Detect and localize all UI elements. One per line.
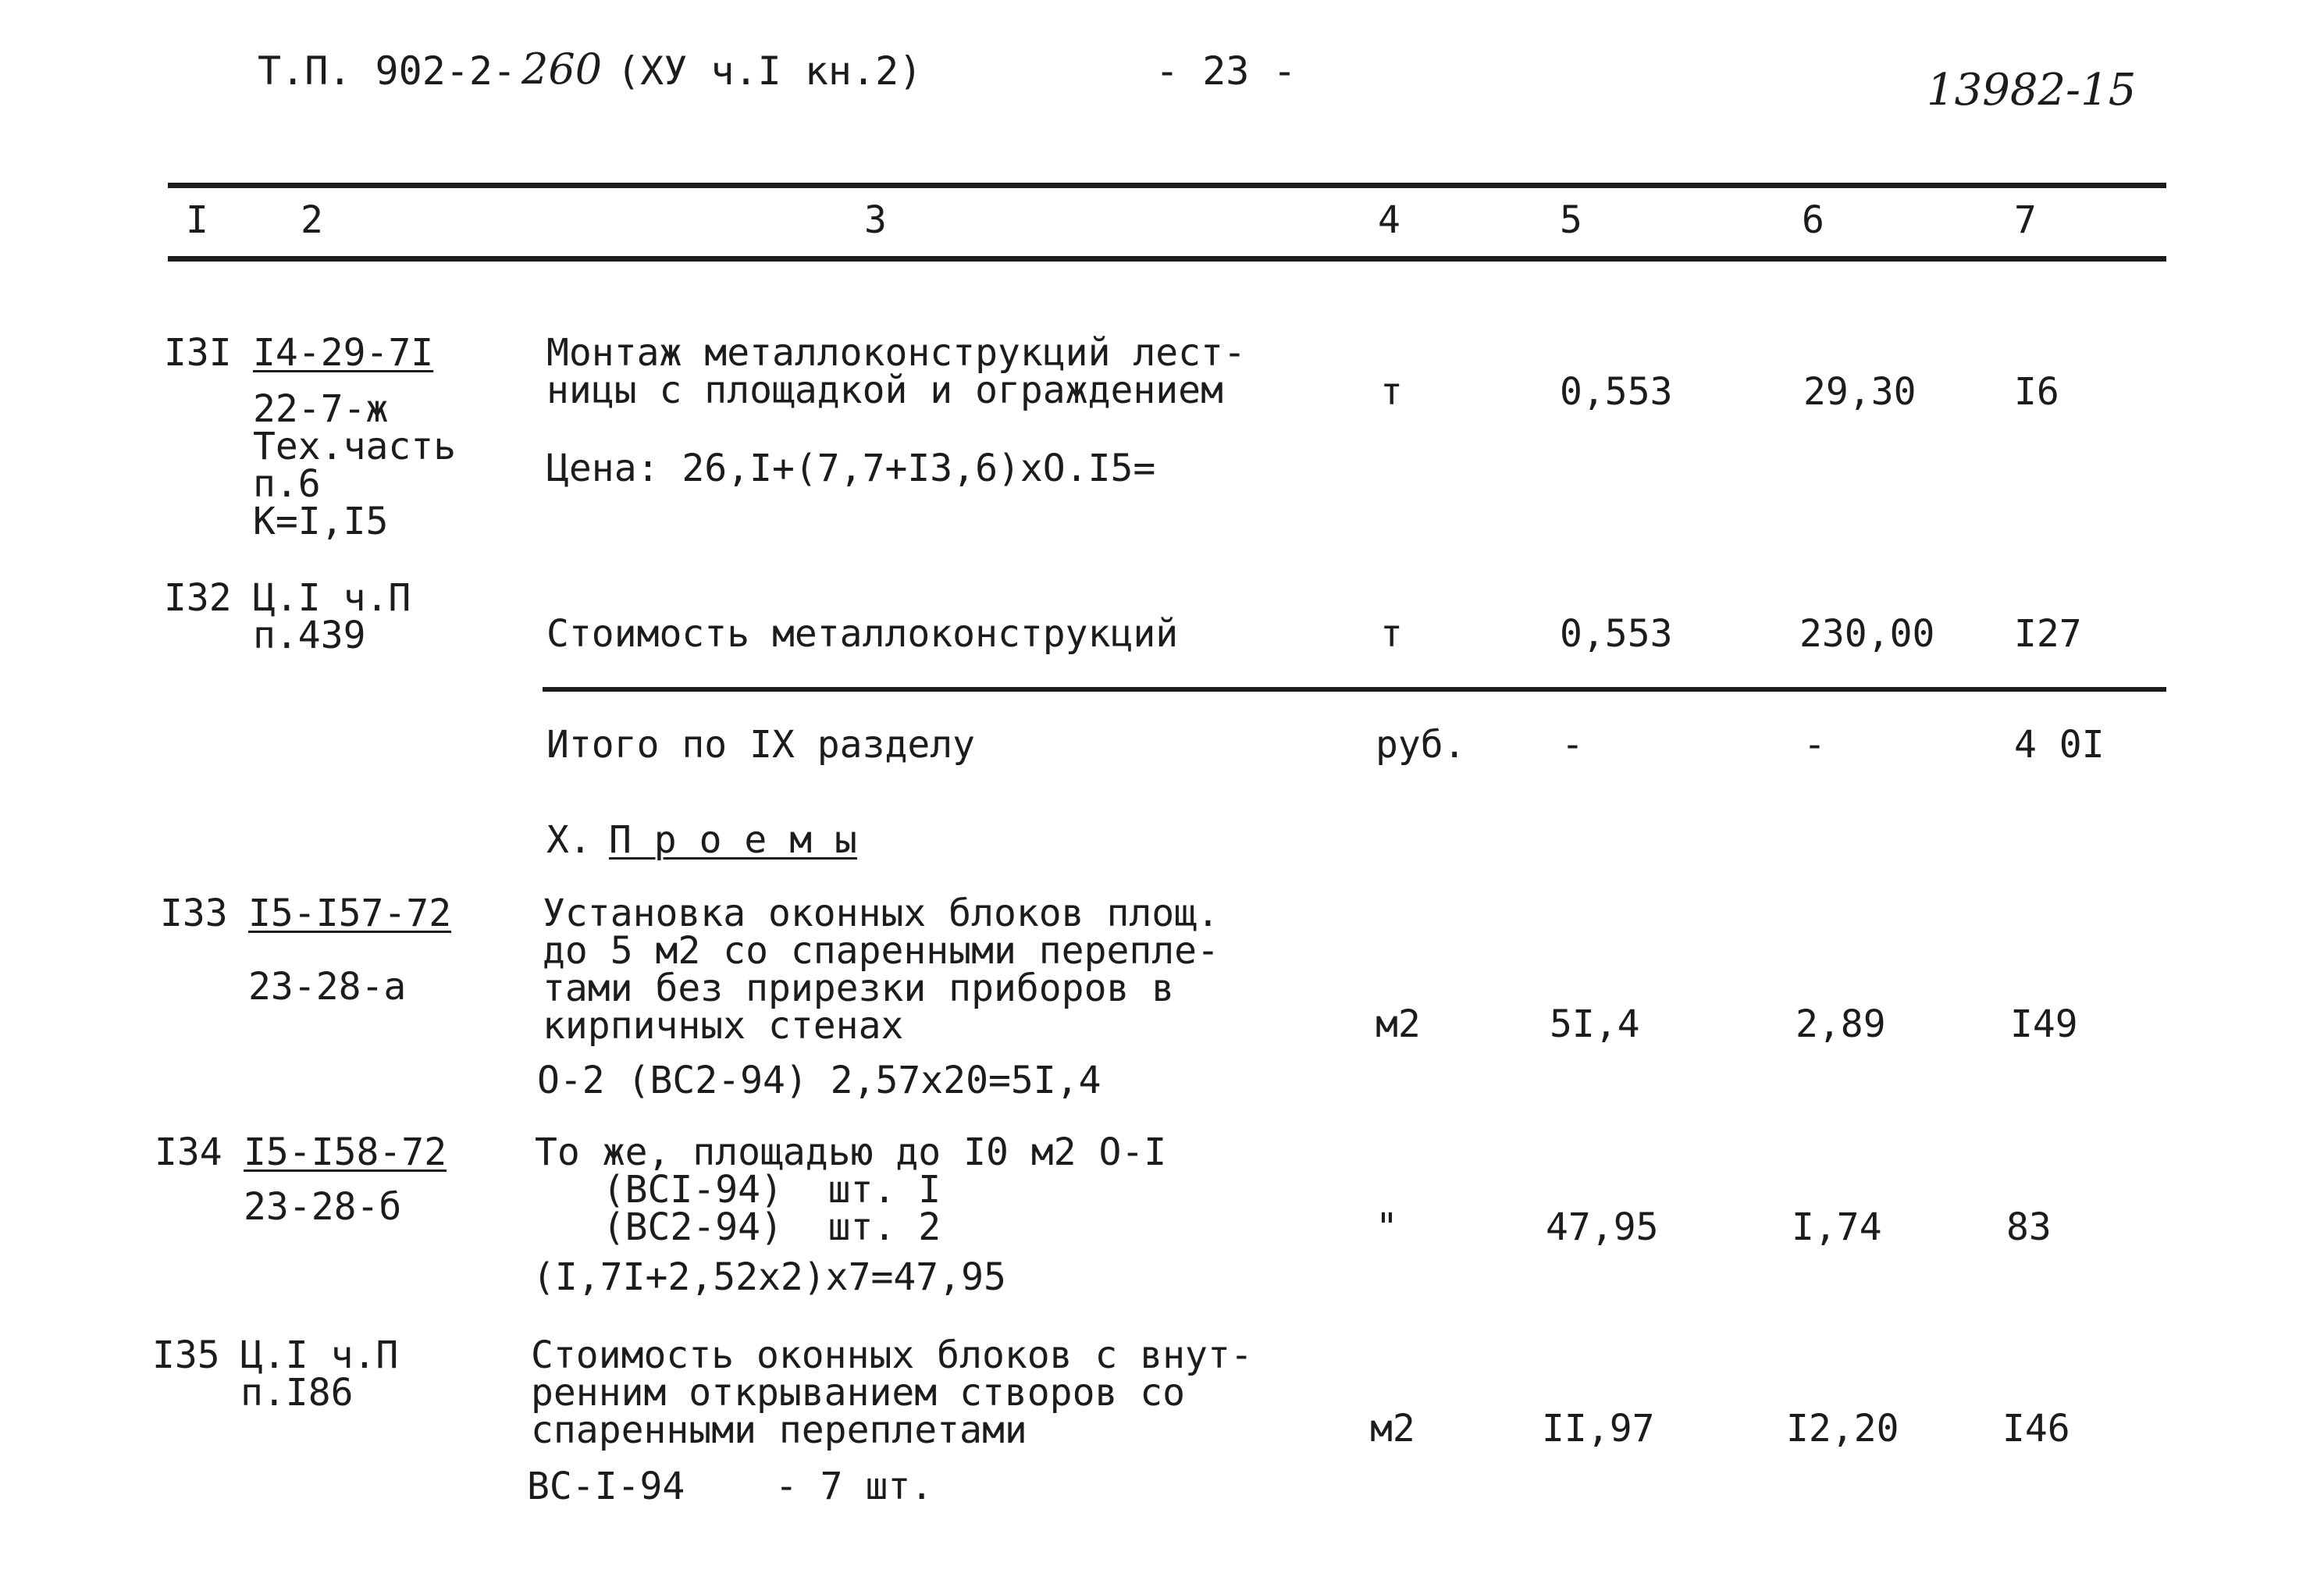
row-description bbox=[543, 892, 1219, 1048]
row-number: I35 bbox=[152, 1333, 220, 1377]
header-top-rule bbox=[168, 183, 2166, 188]
unit-price: 29,30 bbox=[1803, 370, 1916, 414]
section-prefix: Х. bbox=[546, 818, 592, 862]
description-line: спаренными переплетами bbox=[531, 1408, 1027, 1452]
unit-price: 2,89 bbox=[1795, 1002, 1886, 1046]
total-cost: 83 bbox=[2006, 1205, 2052, 1249]
quantity: II,97 bbox=[1542, 1407, 1655, 1451]
subtotal-quantity: - bbox=[1561, 723, 1584, 767]
subtotal-unit: руб. bbox=[1376, 723, 1466, 767]
quantity: 47,95 bbox=[1546, 1205, 1659, 1249]
quantity: 5I,4 bbox=[1550, 1002, 1640, 1046]
total-cost: I27 bbox=[2014, 612, 2082, 656]
total-cost: I49 bbox=[2010, 1002, 2078, 1046]
norm-code: I5-I57-72 bbox=[248, 892, 452, 935]
quantity: 0,553 bbox=[1560, 612, 1673, 656]
norm-code: I5-I58-72 bbox=[244, 1130, 447, 1174]
row-number: I33 bbox=[160, 892, 228, 935]
code-line: 23-28-б bbox=[244, 1185, 402, 1229]
quantity: 0,553 bbox=[1560, 370, 1673, 414]
code-line: п.6 bbox=[253, 462, 321, 506]
unit: т bbox=[1380, 370, 1403, 414]
code-line: Ц.I ч.П bbox=[253, 576, 411, 620]
description-line: тами без прирезки приборов в bbox=[543, 966, 1175, 1010]
doc-ref-handwritten: 260 bbox=[521, 44, 603, 94]
row-description: Стоимость металлоконструкций bbox=[546, 612, 1179, 656]
section-title: П р о е м ы bbox=[609, 818, 857, 862]
row-number: I3I bbox=[164, 331, 232, 375]
norm-code-details bbox=[253, 576, 411, 657]
unit: " bbox=[1376, 1205, 1398, 1249]
row-description bbox=[546, 331, 1246, 412]
column-number-1: I bbox=[186, 198, 208, 242]
column-number-2: 2 bbox=[301, 198, 323, 242]
doc-ref-suffix: (ХУ ч.I кн.2) bbox=[617, 48, 923, 94]
unit-price: I2,20 bbox=[1786, 1407, 1899, 1451]
code-line: п.I86 bbox=[240, 1371, 354, 1415]
column-number-5: 5 bbox=[1560, 198, 1582, 242]
row-number: I32 bbox=[164, 576, 232, 620]
item-note: ВС-I-94 - 7 шт. bbox=[527, 1465, 934, 1508]
subtotal-price: - bbox=[1803, 723, 1826, 767]
total-cost: I46 bbox=[2002, 1407, 2070, 1451]
unit-price: 230,00 bbox=[1799, 612, 1935, 656]
norm-code-details bbox=[253, 387, 457, 543]
unit: м2 bbox=[1370, 1407, 1415, 1451]
unit: м2 bbox=[1376, 1002, 1421, 1046]
description-line: Монтаж металлоконструкций лест- bbox=[546, 331, 1246, 375]
row-description bbox=[535, 1130, 1167, 1249]
norm-code-details bbox=[240, 1333, 399, 1415]
column-number-6: 6 bbox=[1802, 198, 1824, 242]
price-formula: Цена: 26,I+(7,7+I3,6)хО.I5= bbox=[546, 447, 1156, 490]
code-line: Тех.часть bbox=[253, 425, 457, 468]
subtotal-label: Итого по IX разделу bbox=[546, 723, 976, 767]
description-line: кирпичных стенах bbox=[543, 1004, 904, 1048]
code-line: 23-28-а bbox=[248, 965, 407, 1009]
header-bottom-rule bbox=[168, 256, 2166, 262]
description-line: до 5 м2 со спаренными перепле- bbox=[543, 929, 1219, 973]
description-line: (ВС2-94) шт. 2 bbox=[535, 1205, 941, 1249]
code-line: п.439 bbox=[253, 614, 366, 657]
code-line: 22-7-ж bbox=[253, 387, 389, 431]
description-line: ницы с площадкой и ограждением bbox=[546, 368, 1223, 412]
archive-number: 13982-15 bbox=[1927, 65, 2137, 116]
code-line: Ц.I ч.П bbox=[240, 1333, 399, 1377]
page-number: - 23 - bbox=[1155, 48, 1297, 94]
description-line: То же, площадью до I0 м2 О-I bbox=[535, 1130, 1167, 1174]
quantity-formula: (I,7I+2,52х2)х7=47,95 bbox=[532, 1255, 1006, 1299]
code-line: К=I,I5 bbox=[253, 500, 389, 543]
subtotal-total: 4 0I bbox=[2014, 723, 2105, 767]
column-number-4: 4 bbox=[1378, 198, 1400, 242]
quantity-formula: О-2 (ВС2-94) 2,57х20=5I,4 bbox=[537, 1059, 1101, 1102]
unit: т bbox=[1380, 612, 1403, 656]
unit-price: I,74 bbox=[1792, 1205, 1882, 1249]
description-line: ренним открыванием створов со bbox=[531, 1371, 1186, 1415]
norm-code: I4-29-7I bbox=[253, 331, 434, 375]
description-line: Установка оконных блоков площ. bbox=[543, 892, 1219, 935]
column-number-3: 3 bbox=[864, 198, 887, 242]
doc-ref-prefix: Т.П. 902-2- bbox=[258, 48, 517, 94]
total-cost: I6 bbox=[2014, 370, 2059, 414]
column-number-7: 7 bbox=[2014, 198, 2037, 242]
row-number: I34 bbox=[155, 1130, 222, 1174]
row-description bbox=[531, 1333, 1253, 1452]
subtotal-rule bbox=[543, 687, 2166, 692]
description-line: (ВСI-94) шт. I bbox=[535, 1168, 941, 1212]
description-line: Стоимость оконных блоков с внут- bbox=[531, 1333, 1253, 1377]
